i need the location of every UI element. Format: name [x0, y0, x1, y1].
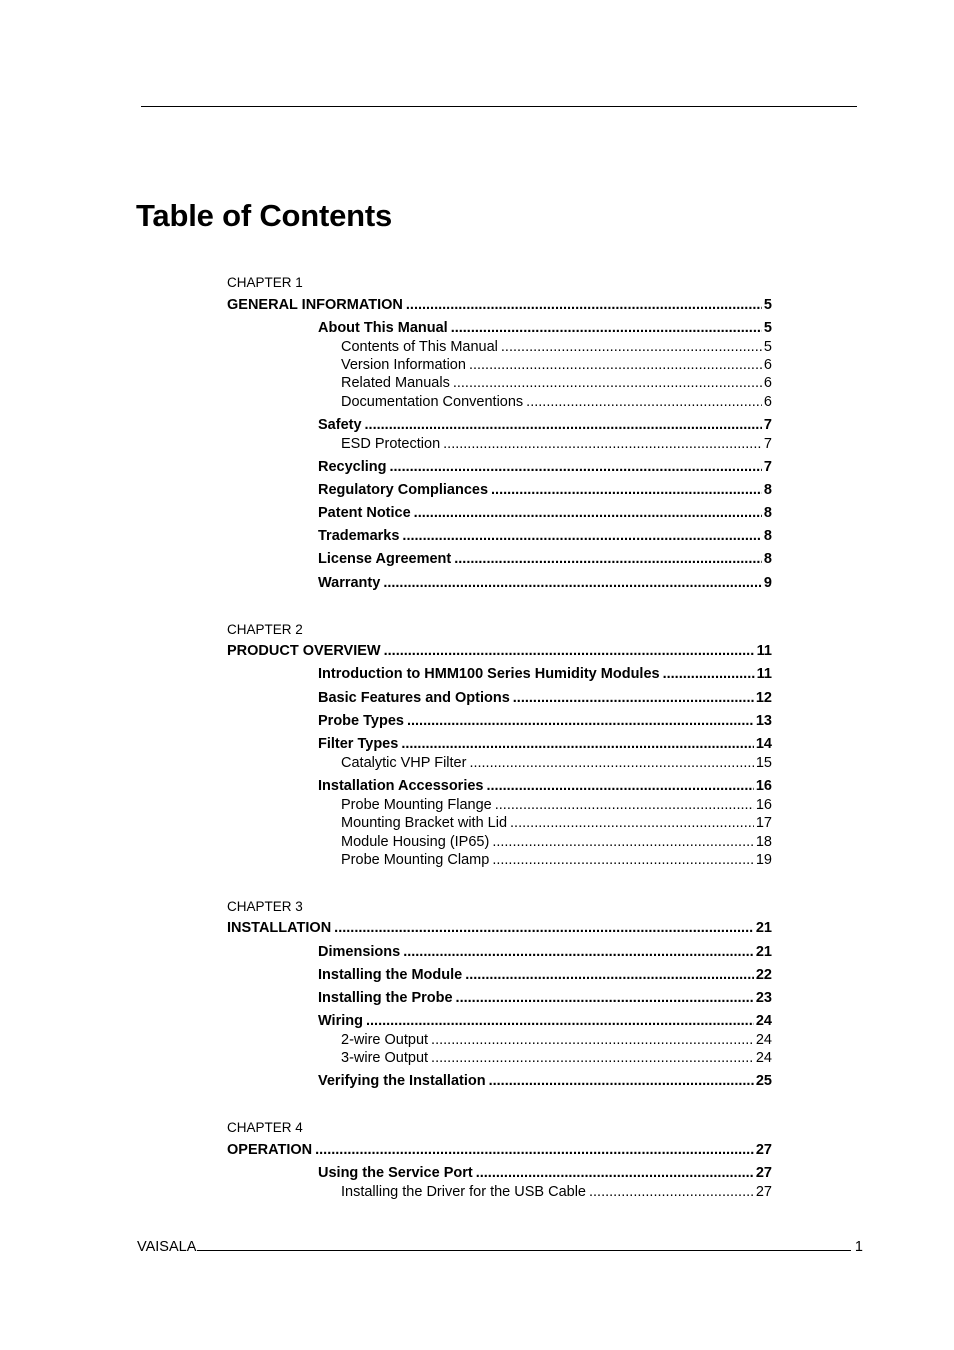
toc-section-entry[interactable] — [318, 690, 772, 706]
toc-page-number: 6 — [763, 375, 772, 391]
toc-entry-title: PRODUCT OVERVIEW — [227, 643, 381, 659]
toc-entry-title: Wiring — [318, 1013, 363, 1029]
toc-page-number: 5 — [763, 297, 772, 313]
toc-section-entry[interactable] — [318, 482, 772, 498]
toc-page-number: 16 — [755, 797, 772, 813]
page-footer — [137, 1239, 863, 1255]
toc-page-number: 27 — [755, 1165, 772, 1181]
dot-leader — [390, 459, 762, 475]
toc-entry-title: Regulatory Compliances — [318, 482, 489, 498]
toc-subsection-entry[interactable] — [341, 1032, 772, 1048]
toc-entry-title: ESD Protection — [341, 436, 441, 452]
dot-leader — [365, 417, 762, 433]
toc-chapter-heading[interactable] — [227, 1142, 772, 1158]
toc-page-number: 25 — [755, 1073, 772, 1089]
toc-page-number: 16 — [755, 778, 772, 794]
dot-leader — [454, 551, 762, 567]
toc-page-number: 18 — [755, 834, 772, 850]
toc-entry-title: Dimensions — [318, 944, 401, 960]
toc-entry-title: Probe Mounting Flange — [341, 797, 492, 813]
dot-leader — [469, 357, 762, 373]
dot-leader — [492, 834, 754, 850]
toc-entry-title: OPERATION — [227, 1142, 313, 1158]
toc-page-number: 6 — [763, 394, 772, 410]
dot-leader — [453, 375, 762, 391]
chapter-label: CHAPTER 4 — [227, 1120, 303, 1135]
footer-rule — [197, 1240, 851, 1251]
toc-section-entry[interactable] — [318, 320, 772, 336]
dot-leader — [366, 1013, 754, 1029]
dot-leader — [465, 967, 754, 983]
page-title: Table of Contents — [136, 198, 393, 233]
dot-leader — [495, 797, 754, 813]
header-rule — [141, 106, 857, 107]
toc-page-number: 8 — [763, 505, 772, 521]
dot-leader — [486, 778, 753, 794]
toc-entry-title: 2-wire Output — [341, 1032, 429, 1048]
toc-subsection-entry[interactable] — [341, 1184, 772, 1200]
toc-entry-title: Module Housing (IP65) — [341, 834, 490, 850]
toc-entry-title: Warranty — [318, 575, 381, 591]
toc-page-number: 8 — [763, 528, 772, 544]
toc-section-entry[interactable] — [318, 528, 772, 544]
toc-page-number: 22 — [755, 967, 772, 983]
toc-entry-title: Installing the Driver for the USB Cable — [341, 1184, 586, 1200]
toc-page-number: 9 — [763, 575, 772, 591]
toc-entry-title: Trademarks — [318, 528, 400, 544]
dot-leader — [403, 944, 754, 960]
dot-leader — [489, 1073, 754, 1089]
toc-entry-title: Introduction to HMM100 Series Humidity Modules — [318, 666, 660, 682]
dot-leader — [431, 1032, 754, 1048]
toc-entry-title: INSTALLATION — [227, 920, 332, 936]
toc-entry-title: Filter Types — [318, 736, 399, 752]
toc-subsection-entry[interactable] — [341, 852, 772, 868]
toc-page-number: 14 — [755, 736, 772, 752]
dot-leader — [431, 1050, 754, 1066]
dot-leader — [491, 482, 762, 498]
toc-entry-title: Safety — [318, 417, 362, 433]
dot-leader — [513, 690, 754, 706]
toc-section-entry[interactable] — [318, 551, 772, 567]
dot-leader — [492, 852, 754, 868]
chapter-label: CHAPTER 3 — [227, 899, 303, 914]
toc-chapter-heading[interactable] — [227, 920, 772, 936]
toc-section-entry[interactable] — [318, 505, 772, 521]
dot-leader — [501, 339, 762, 355]
toc-subsection-entry[interactable] — [341, 815, 772, 831]
toc-entry-title: License Agreement — [318, 551, 452, 567]
dot-leader — [443, 436, 762, 452]
toc-page-number: 8 — [763, 482, 772, 498]
toc-page-number: 12 — [755, 690, 772, 706]
dot-leader — [315, 1142, 754, 1158]
toc-section-entry[interactable] — [318, 990, 772, 1006]
toc-section-entry[interactable] — [318, 967, 772, 983]
toc-subsection-entry[interactable] — [341, 834, 772, 850]
dot-leader — [414, 505, 762, 521]
toc-page-number: 24 — [755, 1013, 772, 1029]
toc-chapter-heading[interactable] — [227, 297, 772, 313]
dot-leader — [526, 394, 762, 410]
dot-leader — [406, 297, 762, 313]
toc-page-number: 21 — [755, 920, 772, 936]
toc-section-entry[interactable] — [318, 1073, 772, 1089]
toc-subsection-entry[interactable] — [341, 1050, 772, 1066]
toc-page-number: 19 — [755, 852, 772, 868]
toc-chapter-heading[interactable] — [227, 643, 772, 659]
dot-leader — [663, 666, 755, 682]
toc-page-number: 24 — [755, 1050, 772, 1066]
toc-page-number: 7 — [763, 436, 772, 452]
dot-leader — [451, 320, 762, 336]
dot-leader — [383, 575, 762, 591]
toc-subsection-entry[interactable] — [341, 436, 772, 452]
toc-page-number: 21 — [755, 944, 772, 960]
toc-entry-title: GENERAL INFORMATION — [227, 297, 403, 313]
toc-page-number: 27 — [755, 1184, 772, 1200]
toc-entry-title: Basic Features and Options — [318, 690, 510, 706]
toc-entry-title: Installation Accessories — [318, 778, 484, 794]
toc-entry-title: Version Information — [341, 357, 466, 373]
dot-leader — [456, 990, 754, 1006]
toc-section-entry[interactable] — [318, 713, 772, 729]
toc-page-number: 7 — [763, 417, 772, 433]
dot-leader — [407, 713, 754, 729]
chapter-label: CHAPTER 2 — [227, 622, 303, 637]
toc-entry-title: Using the Service Port — [318, 1165, 473, 1181]
toc-section-entry[interactable] — [318, 1013, 772, 1029]
toc-section-entry[interactable] — [318, 417, 772, 433]
toc-page-number: 11 — [756, 666, 772, 682]
toc-section-entry[interactable] — [318, 736, 772, 752]
chapter-label: CHAPTER 1 — [227, 275, 303, 290]
toc-page-number: 5 — [763, 339, 772, 355]
toc-page-number: 5 — [763, 320, 772, 336]
dot-leader — [402, 528, 762, 544]
toc-page-number: 11 — [756, 643, 772, 659]
toc-section-entry[interactable] — [318, 944, 772, 960]
dot-leader — [510, 815, 754, 831]
toc-subsection-entry[interactable] — [341, 375, 772, 391]
toc-entry-title: Installing the Module — [318, 967, 463, 983]
toc-section-entry[interactable] — [318, 1165, 772, 1181]
dot-leader — [401, 736, 754, 752]
toc-section-entry[interactable] — [318, 575, 772, 591]
toc-subsection-entry[interactable] — [341, 339, 772, 355]
toc-entry-title: Recycling — [318, 459, 387, 475]
toc-page-number: 15 — [755, 755, 772, 771]
dot-leader — [384, 643, 755, 659]
toc-section-entry[interactable] — [318, 666, 772, 682]
toc-entry-title: Patent Notice — [318, 505, 411, 521]
toc-entry-title: 3-wire Output — [341, 1050, 429, 1066]
toc-page-number: 23 — [755, 990, 772, 1006]
toc-page-number: 7 — [763, 459, 772, 475]
toc-subsection-entry[interactable] — [341, 755, 772, 771]
dot-leader — [476, 1165, 754, 1181]
toc-entry-title: Probe Mounting Clamp — [341, 852, 490, 868]
dot-leader — [589, 1184, 754, 1200]
toc-subsection-entry[interactable] — [341, 394, 772, 410]
toc-entry-title: Probe Types — [318, 713, 404, 729]
toc-entry-title: Contents of This Manual — [341, 339, 498, 355]
toc-entry-title: Installing the Probe — [318, 990, 453, 1006]
footer-brand: VAISALA — [137, 1239, 197, 1255]
toc-section-entry[interactable] — [318, 778, 772, 794]
toc-page-number: 8 — [763, 551, 772, 567]
toc-entry-title: Documentation Conventions — [341, 394, 524, 410]
toc-page-number: 27 — [755, 1142, 772, 1158]
toc-page-number: 17 — [755, 815, 772, 831]
toc-page-number: 6 — [763, 357, 772, 373]
toc-section-entry[interactable] — [318, 459, 772, 475]
dot-leader — [334, 920, 754, 936]
toc-entry-title: About This Manual — [318, 320, 448, 336]
toc-subsection-entry[interactable] — [341, 357, 772, 373]
toc-entry-title: Catalytic VHP Filter — [341, 755, 467, 771]
dot-leader — [469, 755, 753, 771]
footer-page-number: 1 — [854, 1239, 863, 1255]
toc-entry-title: Related Manuals — [341, 375, 450, 391]
toc-page-number: 24 — [755, 1032, 772, 1048]
toc-entry-title: Verifying the Installation — [318, 1073, 486, 1089]
toc-entry-title: Mounting Bracket with Lid — [341, 815, 508, 831]
toc-page-number: 13 — [755, 713, 772, 729]
toc-subsection-entry[interactable] — [341, 797, 772, 813]
